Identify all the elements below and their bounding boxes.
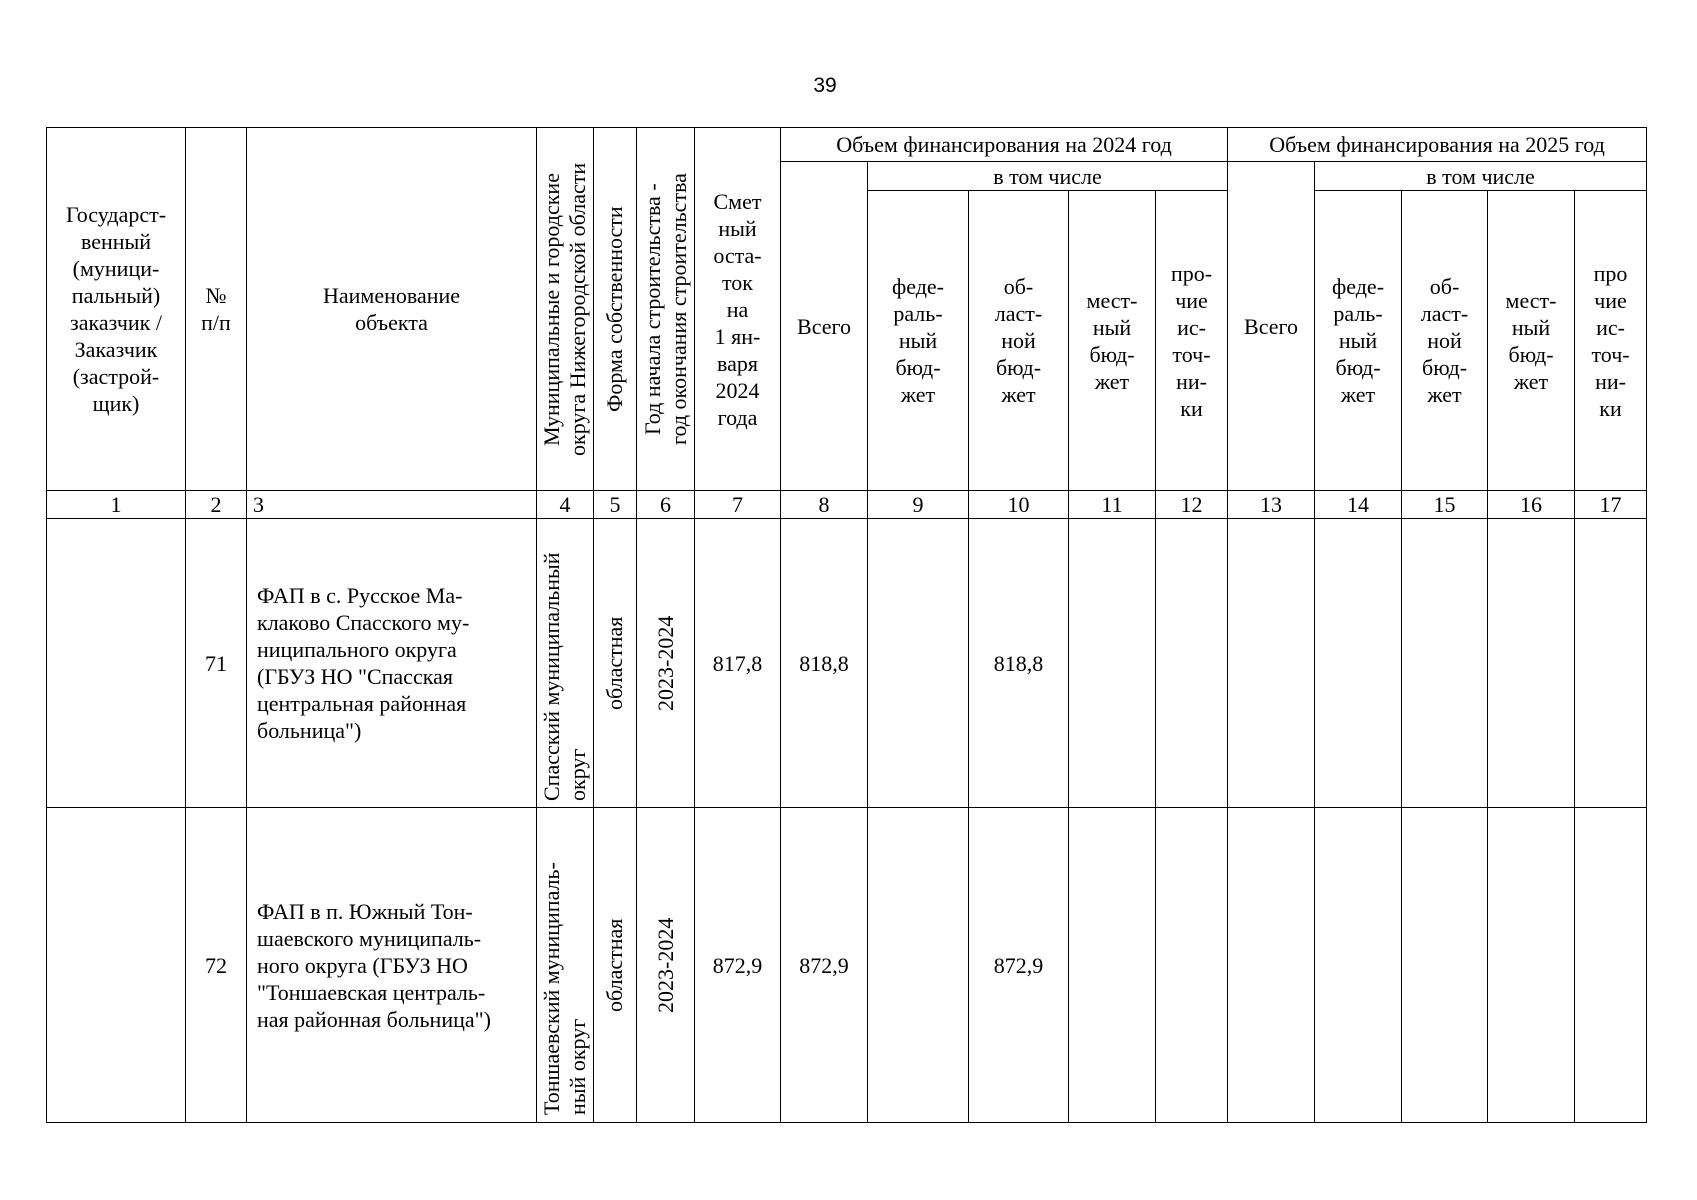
header-years	[637, 128, 695, 491]
cell-object-name: ФАП в п. Южный Тон- шаевского муниципаль- ного округа (ГБУЗ НО "Тоншаевская централь- ная районная больница")	[247, 808, 537, 1123]
cell-customer	[47, 808, 186, 1123]
column-number: 1	[47, 491, 186, 519]
header-years-text: Год начала строительства - год окончания строительства	[639, 173, 691, 445]
cell-object-name: ФАП в с. Русское Ма- клаково Спасского му- ниципального округа (ГБУЗ НО "Спасская центральная районная больница")	[247, 519, 537, 808]
header-regional-2025: об- ласт- ной бюд- жет	[1402, 191, 1488, 491]
cell-federal-2025	[1315, 808, 1402, 1123]
cell-municipality	[537, 519, 594, 808]
cell-years-text: 2023-2024	[652, 615, 678, 711]
column-number: 3	[247, 491, 537, 519]
column-number: 2	[186, 491, 247, 519]
cell-municipality	[537, 808, 594, 1123]
cell-total-2025	[1228, 519, 1315, 808]
cell-other-2024	[1156, 808, 1228, 1123]
cell-local-2025	[1488, 808, 1575, 1123]
cell-regional-2024: 872,9	[969, 808, 1069, 1123]
header-estimate: Смет ный оста- ток на 1 ян- варя 2024 года	[695, 128, 781, 491]
cell-total-2024: 818,8	[781, 519, 868, 808]
header-ownership-text: Форма собственности	[602, 206, 627, 412]
header-ownership	[594, 128, 637, 491]
cell-municipality-text: Спасский муниципальный округ	[539, 552, 590, 801]
cell-federal-2024	[868, 519, 969, 808]
header-municipality	[537, 128, 594, 491]
cell-num: 71	[186, 519, 247, 808]
cell-years	[637, 808, 695, 1123]
column-number: 17	[1575, 491, 1647, 519]
column-number: 9	[868, 491, 969, 519]
column-number: 8	[781, 491, 868, 519]
cell-other-2024	[1156, 519, 1228, 808]
column-number: 6	[637, 491, 695, 519]
cell-estimate: 872,9	[695, 808, 781, 1123]
cell-ownership-text: областная	[602, 918, 627, 1012]
column-number: 7	[695, 491, 781, 519]
header-local-2025: мест- ный бюд- жет	[1488, 191, 1575, 491]
cell-estimate: 817,8	[695, 519, 781, 808]
header-total-2025: Всего	[1228, 162, 1315, 491]
column-number: 14	[1315, 491, 1402, 519]
column-number: 12	[1156, 491, 1228, 519]
table-row	[47, 808, 1647, 1123]
cell-municipality-text: Тоншаевский муниципаль- ный округ	[539, 862, 590, 1115]
cell-customer	[47, 519, 186, 808]
header-federal-2024: феде- раль- ный бюд- жет	[868, 191, 969, 491]
header-municipality-text: Муниципальные и городские округа Нижегородской области	[539, 162, 590, 456]
cell-federal-2024	[868, 808, 969, 1123]
table-row	[47, 519, 1647, 808]
cell-total-2025	[1228, 808, 1315, 1123]
column-number: 5	[594, 491, 637, 519]
header-object-name: Наименование объекта	[247, 128, 537, 491]
column-number: 13	[1228, 491, 1315, 519]
cell-total-2024: 872,9	[781, 808, 868, 1123]
cell-local-2025	[1488, 519, 1575, 808]
header-fin-2024: Объем финансирования на 2024 год	[781, 128, 1228, 162]
column-number: 11	[1069, 491, 1156, 519]
header-other-2025: про чие ис- точ- ни- ки	[1575, 191, 1647, 491]
header-row-1	[47, 128, 1647, 162]
header-including-2024: в том числе	[868, 162, 1228, 191]
header-local-2024: мест- ный бюд- жет	[1069, 191, 1156, 491]
cell-local-2024	[1069, 519, 1156, 808]
column-number-row	[47, 491, 1647, 519]
column-number: 15	[1402, 491, 1488, 519]
cell-num: 72	[186, 808, 247, 1123]
cell-other-2025	[1575, 519, 1647, 808]
cell-regional-2024: 818,8	[969, 519, 1069, 808]
page-number: 39	[813, 74, 837, 97]
cell-local-2024	[1069, 808, 1156, 1123]
cell-federal-2025	[1315, 519, 1402, 808]
cell-regional-2025	[1402, 808, 1488, 1123]
header-including-2025: в том числе	[1315, 162, 1647, 191]
cell-ownership	[594, 519, 637, 808]
header-other-2024: про- чие ис- точ- ни- ки	[1156, 191, 1228, 491]
column-number: 10	[969, 491, 1069, 519]
header-federal-2025: феде- раль- ный бюд- жет	[1315, 191, 1402, 491]
header-regional-2024: об- ласт- ной бюд- жет	[969, 191, 1069, 491]
header-num: № п/п	[186, 128, 247, 491]
header-customer: Государст- венный (муници- пальный) заказчик / Заказчик (застрой- щик)	[47, 128, 186, 491]
column-number: 4	[537, 491, 594, 519]
cell-ownership-text: областная	[602, 616, 627, 710]
header-fin-2025: Объем финансирования на 2025 год	[1228, 128, 1647, 162]
column-number: 16	[1488, 491, 1575, 519]
cell-other-2025	[1575, 808, 1647, 1123]
cell-regional-2025	[1402, 519, 1488, 808]
investment-table	[46, 127, 1647, 1123]
cell-ownership	[594, 808, 637, 1123]
header-total-2024: Всего	[781, 162, 868, 491]
cell-years-text: 2023-2024	[652, 917, 678, 1013]
cell-years	[637, 519, 695, 808]
